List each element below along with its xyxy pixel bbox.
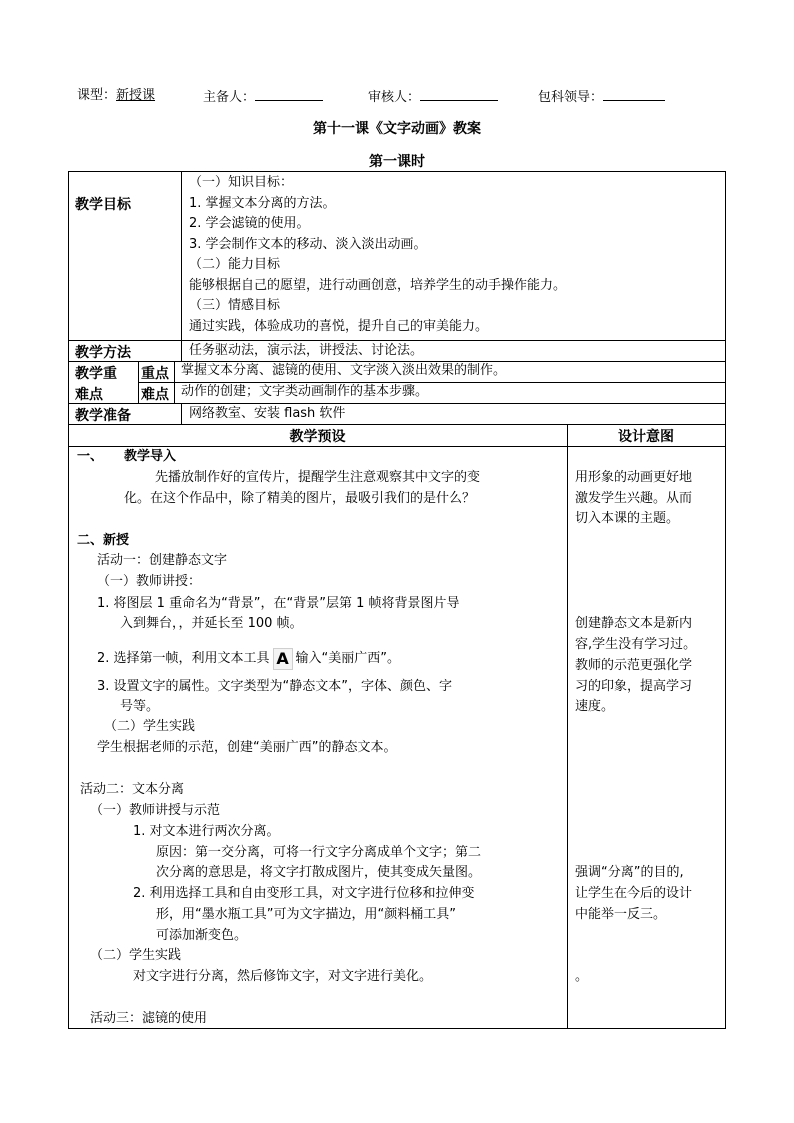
leader-label: 包科领导：: [538, 90, 604, 105]
preparation-value: 网络教室、安装 flash 软件: [189, 406, 346, 421]
intent-text: 让学生在今后的设计: [575, 886, 693, 901]
intent-text: 创建静态文本是新内: [575, 616, 693, 631]
intent-text: 速度。: [575, 699, 615, 714]
objectives-line: 通过实践，体验成功的喜悦，提升自己的审美能力。: [189, 318, 489, 334]
plan-text: （二）学生实践: [90, 948, 182, 963]
lesson-period: 第一课时: [369, 154, 425, 170]
intent-text: 强调“分离”的目的,: [575, 865, 684, 880]
intent-text: 。: [575, 969, 589, 984]
plan-text: 1. 对文本进行两次分离。: [133, 824, 280, 839]
objectives-line: （三）情感目标: [189, 298, 281, 313]
intent-text: 切入本课的主题。: [575, 511, 680, 526]
plan-text: （二）学生实践: [104, 719, 196, 734]
plan-text: 学生根据老师的示范，创建“美丽广西”的静态文本。: [97, 740, 397, 755]
plan-text: [97, 648, 400, 670]
objectives-line: 2. 学会滤镜的使用。: [189, 216, 310, 231]
plan-text: 2. 利用选择工具和自由变形工具，对文字进行位移和拉伸变: [133, 886, 475, 901]
plan-text: 原因：第一交分离，可将一行文字分离成单个文字；第二: [156, 845, 482, 860]
activity1-title: 活动一：创建静态文字: [97, 553, 228, 568]
column-plan-header: 教学预设: [289, 429, 346, 445]
key-points-label-top: 教学重: [75, 366, 117, 382]
plan-text: 形，用“墨水瓶工具”可为文字描边，用“颜料桶工具”: [156, 907, 456, 922]
difficult-label: 难点: [141, 387, 169, 403]
objectives-line: （二）能力目标: [189, 257, 281, 272]
activity2-title: 活动二：文本分离: [80, 782, 185, 797]
section1-title: 教学导入: [124, 449, 177, 464]
section1-number: 一、: [77, 449, 104, 464]
plan-text: 1. 将图层 1 重命名为“背景”，在“背景”层第 1 帧将背景图片导: [97, 596, 460, 611]
objectives-line: 3. 学会制作文本的移动、淡入淡出动画。: [189, 236, 427, 252]
methods-value: 任务驱动法，演示法，讲授法、讨论法。: [189, 343, 424, 358]
plan-text: 对文字进行分离，然后修饰文字，对文字进行美化。: [133, 969, 433, 984]
key-label: 重点: [141, 366, 169, 382]
preparer-field: [203, 88, 323, 106]
doc-title: 第十一课《文字动画》教案: [313, 121, 481, 137]
course-type-label: 课型：: [77, 88, 117, 103]
plan-text-part: 2. 选择第一帧，利用文本工具: [97, 651, 270, 666]
preparation-label: 教学准备: [75, 408, 131, 424]
plan-text: 可添加渐变色。: [156, 928, 248, 943]
plan-text: 入到舞台，，并延长至 100 帧。: [120, 616, 303, 631]
leader-blank: [603, 88, 665, 101]
reviewer-field: [368, 88, 498, 106]
key-points-label-bottom: 难点: [75, 387, 103, 403]
text-tool-icon: A: [273, 648, 293, 670]
plan-text-part: 输入“美丽广西”。: [295, 651, 401, 666]
methods-label: 教学方法: [75, 345, 131, 361]
objectives-line: （一）知识目标：: [189, 175, 294, 190]
preparer-label: 主备人：: [203, 90, 256, 105]
intent-text: 中能举一反三。: [575, 907, 667, 922]
plan-text: 次分离的意思是，将文字打散成图片，使其变成矢量图。: [156, 865, 482, 880]
difficult-value: 动作的创建；文字类动画制作的基本步骤。: [181, 384, 429, 399]
column-intent-header: 设计意图: [618, 429, 674, 445]
activity3-title: 活动三：滤镜的使用: [90, 1011, 208, 1026]
plan-text: 先播放制作好的宣传片，提醒学生注意观察其中文字的变: [155, 470, 481, 485]
section2-title: 二、新授: [77, 533, 130, 548]
intent-text: 习的印象，提高学习: [575, 679, 693, 694]
preparer-blank: [255, 88, 323, 101]
intent-text: 容,学生没有学习过。: [575, 637, 697, 652]
objectives-line: 1. 掌握文本分离的方法。: [189, 195, 336, 211]
plan-text: （一）教师讲授与示范: [90, 803, 221, 818]
key-value: 掌握文本分离、滤镜的使用、文字淡入淡出效果的制作。: [181, 363, 507, 378]
course-type: [77, 88, 155, 104]
course-type-value: 新授课: [116, 88, 156, 103]
objectives-label: 教学目标: [75, 197, 131, 213]
plan-text: 化。在这个作品中，除了精美的图片，最吸引我们的是什么？: [124, 491, 476, 506]
leader-field: [538, 88, 665, 106]
objectives-line: 能够根据自己的愿望，进行动画创意，培养学生的动手操作能力。: [189, 277, 567, 293]
reviewer-blank: [420, 88, 498, 101]
reviewer-label: 审核人：: [368, 90, 421, 105]
plan-text: 3. 设置文字的属性。文字类型为“静态文本”，字体、颜色、字: [97, 679, 453, 694]
intent-text: 用形象的动画更好地: [575, 470, 693, 485]
plan-text: （一）教师讲授：: [97, 574, 202, 589]
intent-text: 教师的示范更强化学: [575, 658, 693, 673]
plan-text: 号等。: [120, 699, 160, 714]
intent-text: 激发学生兴趣。从而: [575, 491, 693, 506]
